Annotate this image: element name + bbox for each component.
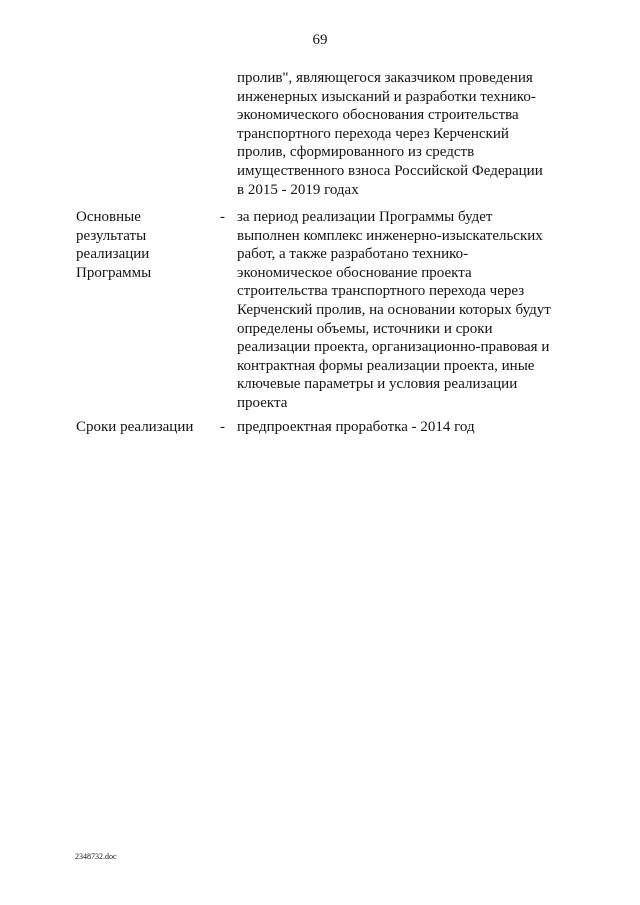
label-line: Сроки реализации bbox=[76, 419, 194, 435]
text-line: инженерных изысканий и разработки технико- bbox=[237, 88, 536, 105]
page-number: 69 bbox=[312, 32, 328, 48]
row-label bbox=[76, 418, 216, 437]
value-line: предпроектная проработка - 2014 год bbox=[237, 419, 475, 435]
text-line: пролив, сформированного из средств bbox=[237, 144, 475, 161]
text-line: экономического обоснования строительства bbox=[237, 107, 519, 124]
row-dash: - bbox=[220, 419, 225, 435]
row-value bbox=[237, 418, 577, 437]
value-line: ключевые параметры и условия реализации bbox=[237, 376, 518, 393]
value-line: экономическое обоснование проекта bbox=[237, 264, 472, 281]
value-line: Керченский пролив, на основании которых будут bbox=[237, 301, 551, 318]
text-line: в 2015 - 2019 годах bbox=[237, 181, 359, 198]
label-line: результаты bbox=[76, 227, 147, 244]
label-line: Программы bbox=[76, 264, 152, 281]
footer-file-name: 2348732.doc bbox=[75, 852, 117, 861]
value-line: контрактная формы реализации проекта, иные bbox=[237, 357, 535, 374]
value-line: определены объемы, источники и сроки bbox=[237, 320, 493, 337]
label-line: Основные bbox=[76, 209, 141, 225]
row-dash: - bbox=[220, 209, 225, 225]
value-line: строительства транспортного перехода через bbox=[237, 283, 525, 300]
row-value bbox=[237, 208, 577, 413]
row-label bbox=[76, 208, 216, 282]
value-line: работ, а также разработано технико- bbox=[237, 246, 469, 263]
value-line: выполнен комплекс инженерно-изыскательских bbox=[237, 227, 543, 244]
label-line: реализации bbox=[76, 246, 150, 263]
text-line: имущественного взноса Российской Федерации bbox=[237, 162, 543, 179]
text-line: транспортного перехода через Керченский bbox=[237, 125, 509, 142]
text-line: пролив", являющегося заказчиком проведения bbox=[237, 70, 533, 86]
value-line: проекта bbox=[237, 394, 288, 411]
continued-text-block bbox=[237, 69, 577, 199]
value-line: за период реализации Программы будет bbox=[237, 209, 493, 225]
value-line: реализации проекта, организационно-правовая и bbox=[237, 339, 550, 356]
